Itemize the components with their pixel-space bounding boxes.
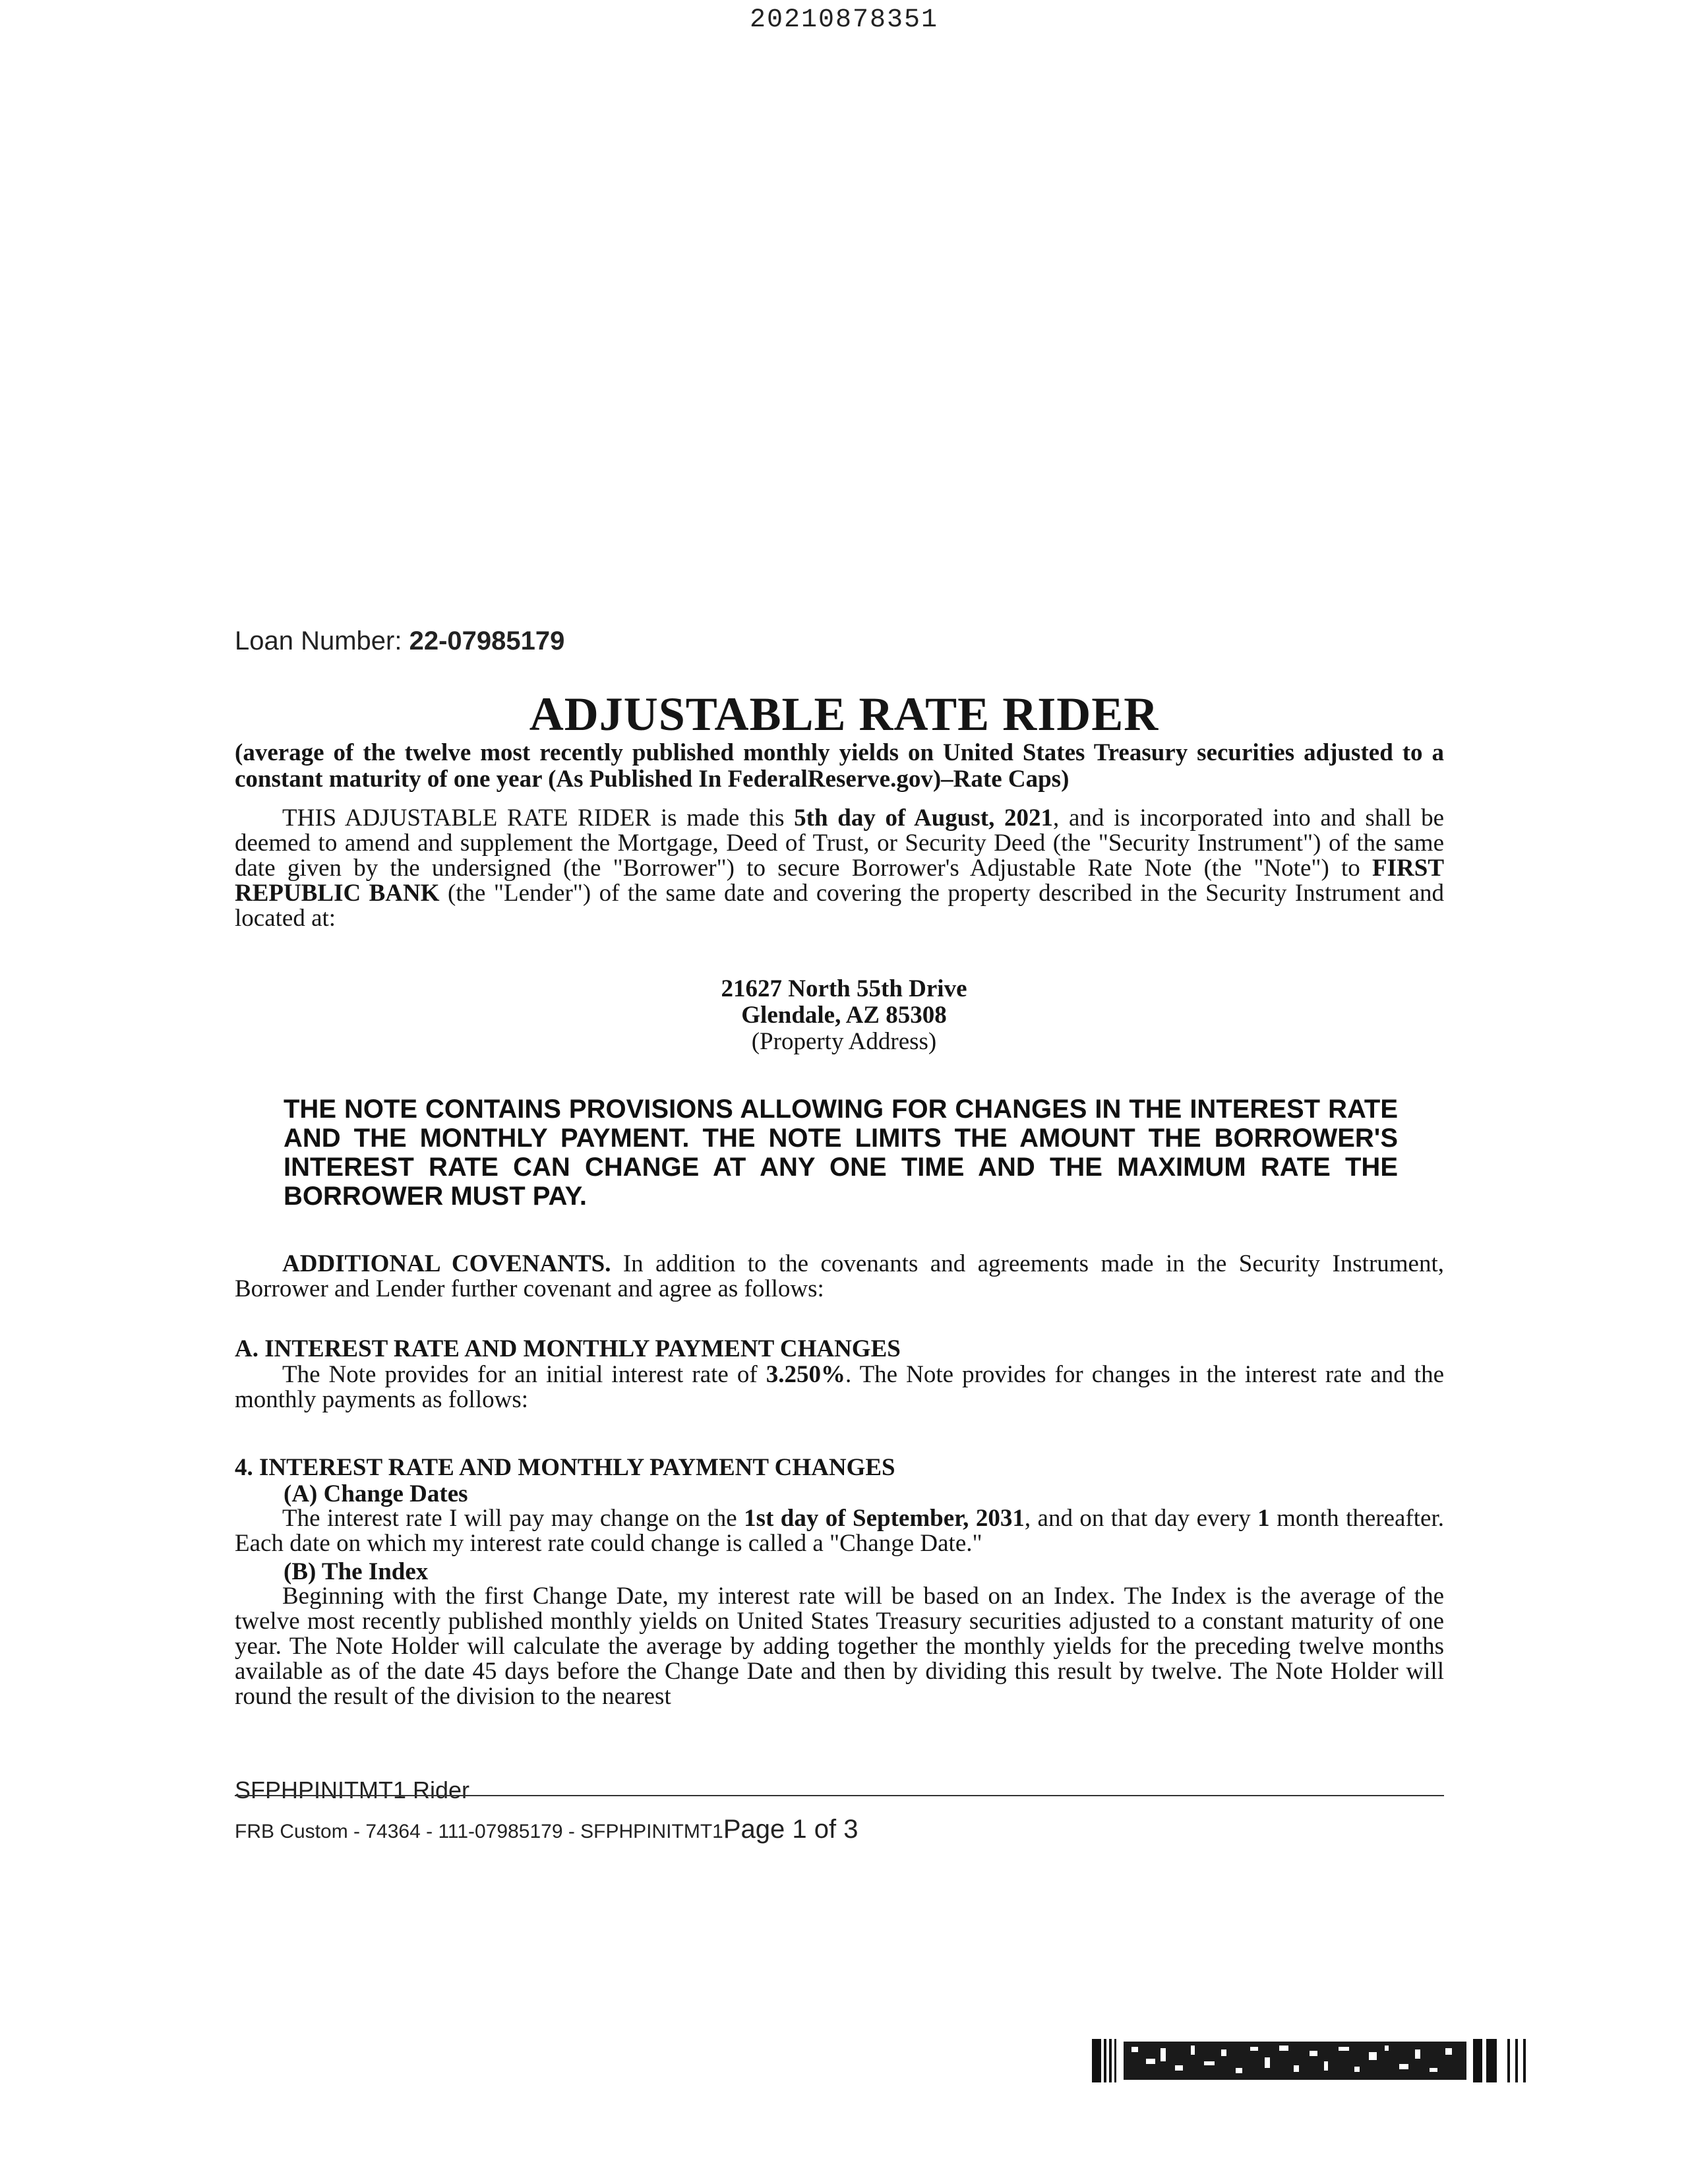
address-line-2: Glendale, AZ 85308 [741, 1002, 947, 1029]
barcode-icon [1092, 2039, 1528, 2082]
section-a-text [235, 1362, 1444, 1412]
page-number: Page 1 of 3 [723, 1815, 859, 1844]
change-dates-heading: (A) Change Dates [284, 1480, 468, 1507]
address-caption: (Property Address) [751, 1028, 937, 1055]
document-title: ADJUSTABLE RATE RIDER [529, 688, 1159, 741]
recording-number: 20210878351 [749, 5, 939, 35]
change-dates-text [235, 1506, 1444, 1556]
intro-paragraph [235, 806, 1444, 931]
section-a-text-part: . The Note provides for changes in the interest rate and the monthly payments as follows: [235, 1361, 1444, 1413]
property-address [0, 976, 1688, 1055]
index-text: Beginning with the first Change Date, my interest rate will be based on an Index. The Index is the average of the twelve most recently published monthly yields on United States Treasury securities adjusted to a constant maturity of one year. The Note Holder will calculate the average by adding together the monthly yields for the preceding twelve months available as of the date 45 days before the Change Date and then by dividing this result by twelve. The Note Holder will round the result of the division to the nearest [235, 1583, 1444, 1710]
intro-text: (the "Lender") of the same date and covering the property described in the Security Instrument and located at: [235, 880, 1444, 932]
section-a-text-part: The Note provides for an initial interest rate of [282, 1361, 766, 1388]
rate-change-notice: THE NOTE CONTAINS PROVISIONS ALLOWING FOR CHANGES IN THE INTEREST RATE AND THE MONTHLY PAYMENT. THE NOTE LIMITS THE AMOUNT THE BORROWER'S INTEREST RATE CAN CHANGE AT ANY ONE TIME AND THE MAXIMUM RATE THE BORROWER MUST PAY. [284, 1095, 1398, 1211]
form-id: FRB Custom - 74364 - 111-07985179 - SFPHPINITMT1 [235, 1821, 723, 1842]
lender-name: FIRST REPUBLIC BANK [235, 855, 1444, 907]
covenants-text: In addition to the covenants and agreements made in the Security Instrument, Borrower and Lender further covenant and agree as follows: [235, 1250, 1444, 1302]
footer-divider [235, 1795, 1444, 1796]
initial-rate: 3.250% [766, 1361, 845, 1388]
section-a-heading: A. INTEREST RATE AND MONTHLY PAYMENT CHANGES [235, 1335, 901, 1362]
section-4-heading: 4. INTEREST RATE AND MONTHLY PAYMENT CHANGES [235, 1454, 895, 1481]
covenants-label: ADDITIONAL COVENANTS. [282, 1250, 611, 1277]
loan-number: 22-07985179 [409, 626, 565, 655]
address-line-1: 21627 North 55th Drive [721, 975, 967, 1002]
rider-date: 5th day of August, 2021 [794, 804, 1054, 832]
change-frequency: 1 [1257, 1505, 1270, 1532]
document-subtitle: (average of the twelve most recently published monthly yields on United States Treasury securities adjusted to a constant maturity of one year (As Published In FederalReserve.gov)–Rate Caps) [235, 739, 1444, 793]
footer-form-id [235, 1815, 858, 1844]
loan-number-label: Loan Number: [235, 626, 402, 655]
intro-text: , and is incorporated into and shall be deemed to amend and supplement the Mortgage, Deed of Trust, or Security Deed (the "Security Instrument") of the same date given by the undersigned (the "Borrower") to secure Borrower's Adjustable Rate Note (the "Note") to [235, 804, 1444, 882]
intro-text: THIS ADJUSTABLE RATE RIDER is made this [282, 804, 795, 832]
change-dates-text-part: , and on that day every [1024, 1505, 1258, 1532]
change-dates-text-part: The interest rate I will pay may change on the [282, 1505, 744, 1532]
index-heading: (B) The Index [284, 1558, 429, 1585]
first-change-date: 1st day of September, 2031 [744, 1505, 1025, 1532]
form-name: SFPHPINITMT1 Rider [235, 1776, 470, 1804]
loan-number-line [235, 626, 564, 656]
change-dates-text-part: month thereafter. Each date on which my interest rate could change is called a "Change Date." [235, 1505, 1444, 1557]
additional-covenants [235, 1252, 1444, 1302]
